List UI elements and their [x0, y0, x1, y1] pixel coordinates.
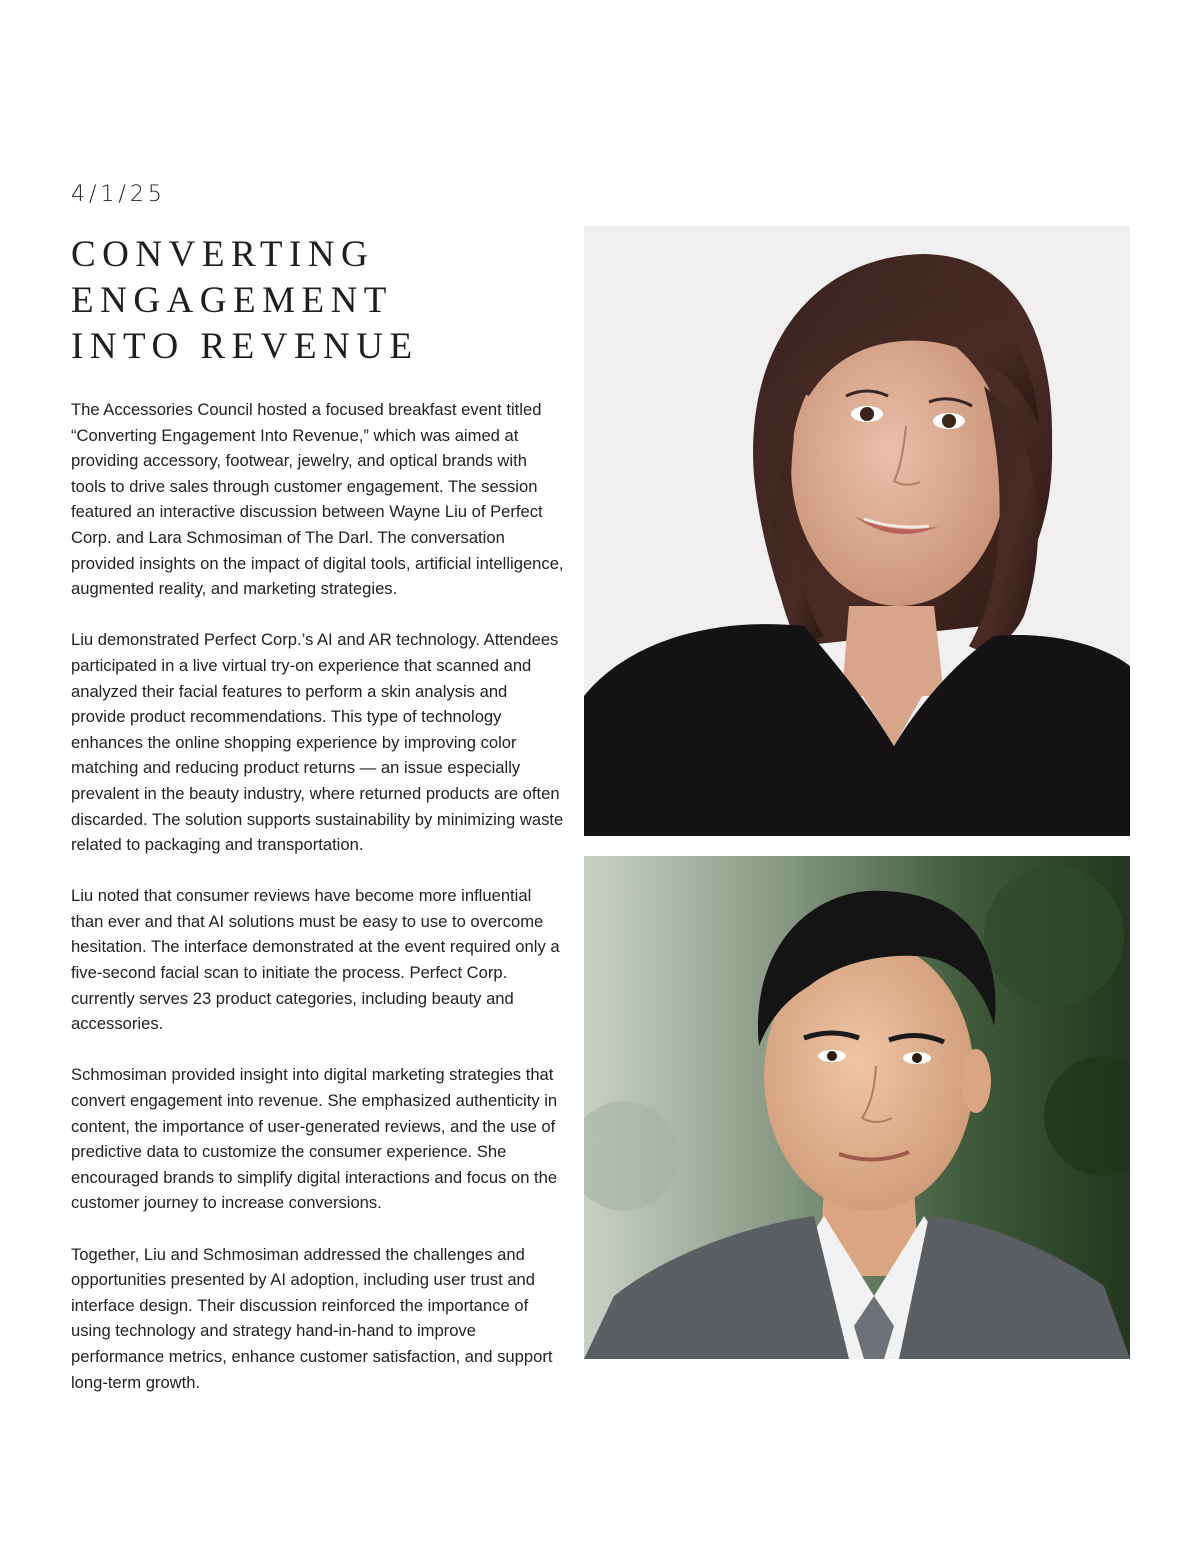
portrait-photo-man — [584, 856, 1130, 1359]
paragraph-5: Together, Liu and Schmosiman addressed the challenges and opportunities presented by AI adoption, including user trust and interface design. Their discussion reinforced the importance of using technology and strategy hand-in-hand to improve performance metrics, enhance customer satisfaction, and support long-term growth. — [71, 1244, 553, 1392]
portrait-man-illustration — [584, 856, 1130, 1359]
paragraph-4: Schmosiman provided insight into digital marketing strategies that convert engagement into revenue. She emphasized authenticity in content, the importance of user-generated reviews, and the use of predictive data to customize the consumer experience. She encouraged brands to simplify digital interactions and focus on the customer journey to increase conversions. — [71, 1065, 558, 1213]
article-date: 4/1/25 — [71, 182, 166, 207]
article-body — [71, 397, 566, 1421]
paragraph-2: Liu demonstrated Perfect Corp.’s AI and AR technology. Attendees participated in a live virtual try-on experience that scanned and analyzed their facial features to perform a skin analysis and provide product recommendations. This type of technology enhances the online shopping experience by improving color matching and reducing product returns — an issue especially prevalent in the beauty industry, where returned products are often discarded. The solution supports sustainability by minimizing waste related to packaging and transportation. — [71, 630, 564, 855]
paragraph-1: The Accessories Council hosted a focused breakfast event titled “Converting Engagement Into Revenue,” which was aimed at providing accessory, footwear, jewelry, and optical brands with tools to drive sales through customer engagement. The session featured an interactive discussion between Wayne Liu of Perfect Corp. and Lara Schmosiman of The Darl. The conversation provided insights on the impact of digital tools, artificial intelligence, augmented reality, and marketing strategies. — [71, 400, 564, 599]
title-line-3: INTO REVENUE — [71, 326, 419, 367]
title-line-1: CONVERTING — [71, 234, 375, 275]
article-title — [71, 232, 541, 370]
portrait-photo-woman — [584, 226, 1130, 836]
title-line-2: ENGAGEMENT — [71, 280, 393, 321]
paragraph-3: Liu noted that consumer reviews have become more influential than ever and that AI solutions must be easy to use to overcome hesitation. The interface demonstrated at the event required only a five-second facial scan to initiate the process. Perfect Corp. currently serves 23 product categories, including beauty and accessories. — [71, 886, 560, 1034]
portrait-woman-illustration — [584, 226, 1130, 836]
